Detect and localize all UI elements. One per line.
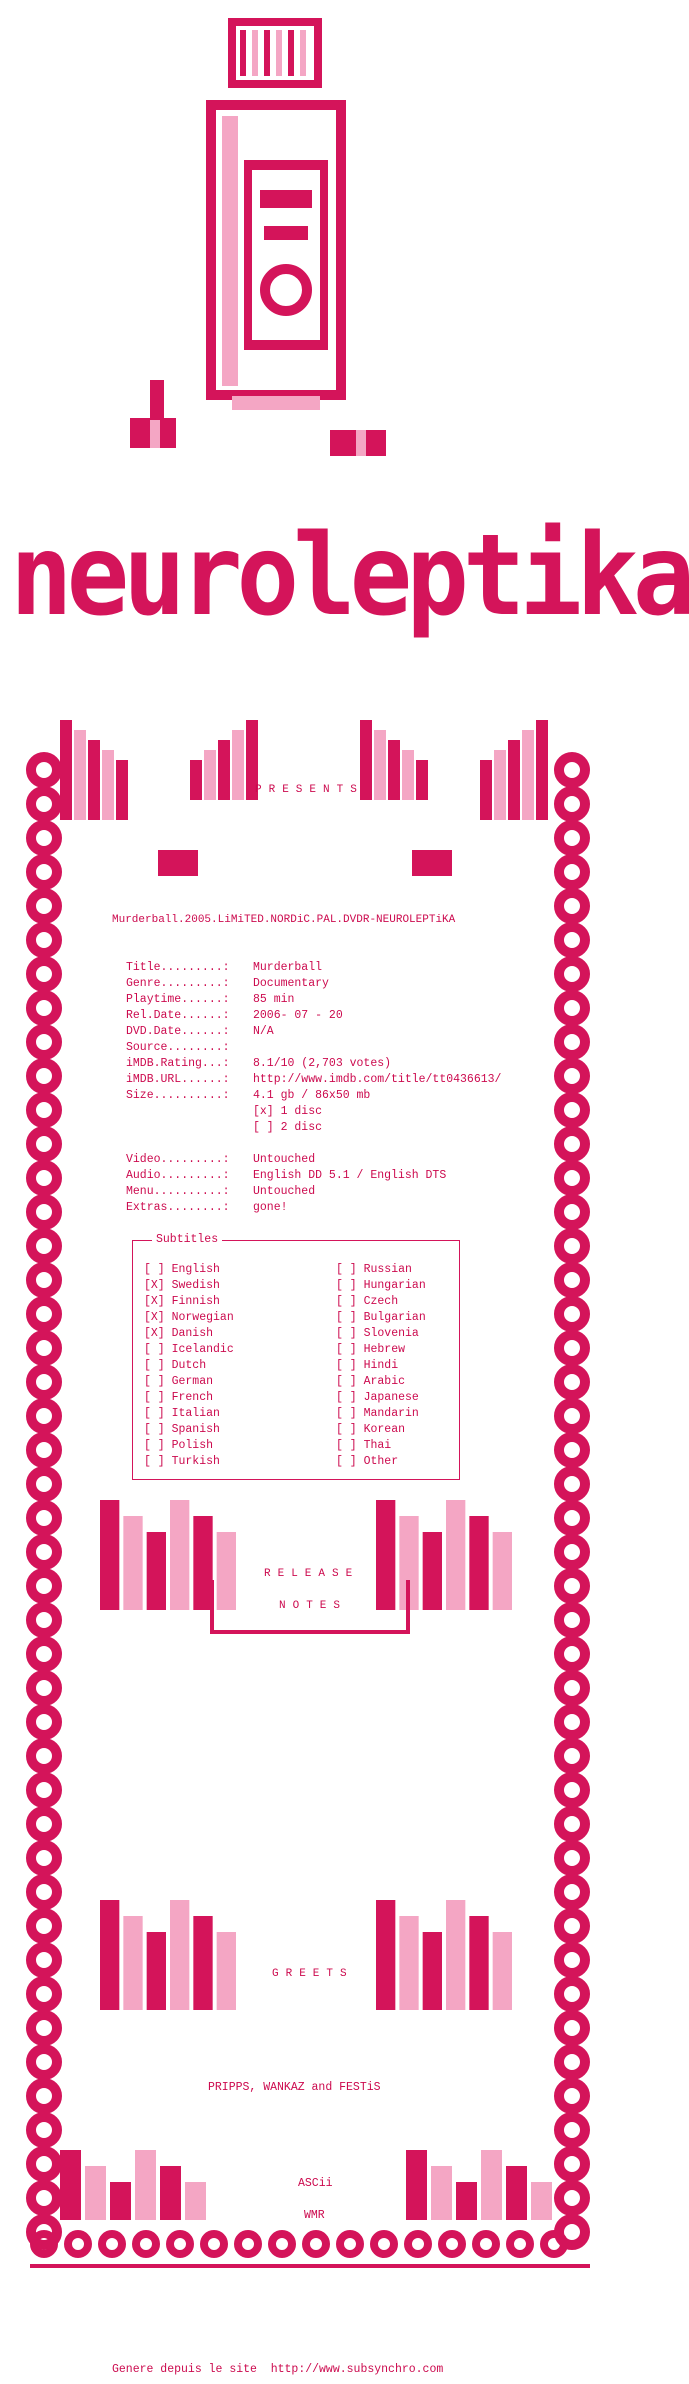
bottom-chain-ring	[476, 2234, 496, 2254]
info-key: iMDB.URL......:	[126, 1073, 230, 1086]
right-chain-ring	[559, 893, 585, 919]
subtitle-option: [ ] Bulgarian	[336, 1311, 426, 1324]
right-chain-ring	[559, 1947, 585, 1973]
info-key: Rel.Date......:	[126, 1009, 230, 1022]
m-ornament-bar	[481, 2150, 502, 2220]
info-row	[126, 1104, 501, 1120]
ornament-stroke	[388, 740, 400, 800]
release-notes-label-2: NOTES	[279, 1600, 348, 1612]
right-chain-ring	[559, 2015, 585, 2041]
greets-label: GREETS	[272, 1968, 354, 1980]
info-key: Source........:	[126, 1041, 230, 1054]
right-chain-ring	[559, 1539, 585, 1565]
left-chain-ring	[31, 1471, 57, 1497]
subtitle-option: [ ] Turkish	[144, 1455, 220, 1468]
release-name: Murderball.2005.LiMiTED.NORDiC.PAL.DVDR-NEUROLEPTiKA	[112, 914, 456, 926]
bottom-chain-ring	[442, 2234, 462, 2254]
left-chain-ring	[31, 2151, 57, 2177]
m-ornament-bar	[85, 2166, 106, 2220]
m-ornament-bar	[406, 2150, 427, 2220]
m-ornament-bar	[147, 1932, 166, 2010]
right-chain-ring	[559, 2049, 585, 2075]
info-key: Audio.........:	[126, 1169, 230, 1182]
pill	[412, 850, 452, 876]
info-value: [ ] 2 disc	[253, 1121, 323, 1134]
m-ornament-bar	[193, 1516, 212, 1610]
info-value: English DD 5.1 / English DTS	[253, 1169, 447, 1182]
left-chain-ring	[31, 1675, 57, 1701]
right-chain-ring	[559, 1029, 585, 1055]
right-chain-ring	[559, 1131, 585, 1157]
right-chain-ring	[559, 1913, 585, 1939]
ornament-stroke	[218, 740, 230, 800]
info-key: Title.........:	[126, 961, 230, 974]
info-row	[126, 1072, 501, 1088]
left-chain-ring	[31, 961, 57, 987]
right-chain-ring	[559, 1879, 585, 1905]
m-ornament-bar	[100, 1500, 119, 1610]
right-chain-ring	[559, 1301, 585, 1327]
subtitle-option: [ ] Other	[336, 1455, 399, 1468]
subtitle-option: [ ] Mandarin	[336, 1407, 419, 1420]
right-chain-ring	[559, 1403, 585, 1429]
right-chain-ring	[559, 1675, 585, 1701]
subtitle-option: [ ] Arabic	[336, 1375, 406, 1388]
m-ornament-bar	[147, 1532, 166, 1610]
left-chain-ring	[31, 859, 57, 885]
m-ornament-bar	[399, 1916, 418, 2010]
info-value: Untouched	[253, 1185, 316, 1198]
info-key: Extras........:	[126, 1201, 230, 1214]
left-chain-ring	[31, 2049, 57, 2075]
right-chain-ring	[559, 1981, 585, 2007]
subtitle-option: [ ] Spanish	[144, 1423, 220, 1436]
left-chain-ring	[31, 2185, 57, 2211]
bottom-chain-ring	[170, 2234, 190, 2254]
left-chain-ring	[31, 1267, 57, 1293]
info-value: 4.1 gb / 86x50 mb	[253, 1089, 371, 1102]
info-value: 8.1/10 (2,703 votes)	[253, 1057, 392, 1070]
pill-drip	[150, 380, 164, 420]
left-chain-ring	[31, 757, 57, 783]
info-row	[126, 976, 501, 992]
info-row	[126, 1184, 446, 1200]
left-chain-ring	[31, 1641, 57, 1667]
m-ornament-bar	[376, 1500, 395, 1610]
bottle-cap-stripe	[300, 30, 306, 76]
bottom-chain-ring	[68, 2234, 88, 2254]
bottom-chain-ring	[272, 2234, 292, 2254]
subtitle-option: [ ] Czech	[336, 1295, 399, 1308]
left-chain-ring	[31, 1403, 57, 1429]
bottom-chain-ring	[544, 2234, 564, 2254]
left-chain-ring	[31, 1097, 57, 1123]
right-chain-ring	[559, 825, 585, 851]
ornament-stroke	[190, 760, 202, 800]
right-chain-ring	[559, 1199, 585, 1225]
left-chain-ring	[31, 893, 57, 919]
left-chain-ring	[31, 1845, 57, 1871]
info-value: gone!	[253, 1201, 288, 1214]
right-chain-ring	[559, 2151, 585, 2177]
m-ornament-bar	[170, 1900, 189, 2010]
right-chain-ring	[559, 1743, 585, 1769]
frame-line	[210, 1630, 410, 1634]
info-block	[126, 960, 501, 1136]
subtitle-option: [X] Swedish	[144, 1279, 220, 1292]
left-chain-ring	[31, 1913, 57, 1939]
subtitle-option: [ ] Slovenia	[336, 1327, 419, 1340]
m-ornament-bar	[493, 1532, 512, 1610]
left-chain-ring	[31, 1335, 57, 1361]
left-chain-ring	[31, 1539, 57, 1565]
m-ornament-bar	[193, 1916, 212, 2010]
left-chain-ring	[31, 2015, 57, 2041]
ornament-stroke	[416, 760, 428, 800]
bottle-cap-stripe	[276, 30, 282, 76]
right-chain-ring	[559, 1641, 585, 1667]
m-ornament-bar	[123, 1516, 142, 1610]
label-eyes	[260, 190, 312, 208]
right-chain-ring	[559, 1437, 585, 1463]
ornament-stroke	[480, 760, 492, 820]
logo-text: neuroleptika	[10, 509, 689, 642]
left-chain-ring	[31, 1709, 57, 1735]
m-ornament-bar	[160, 2166, 181, 2220]
info-row	[126, 1040, 501, 1056]
right-chain-ring	[559, 1267, 585, 1293]
right-chain-ring	[559, 927, 585, 953]
right-chain-ring	[559, 995, 585, 1021]
info-row	[126, 1168, 446, 1184]
right-chain-ring	[559, 1335, 585, 1361]
right-chain-ring	[559, 2117, 585, 2143]
subtitle-option: [ ] Polish	[144, 1439, 214, 1452]
subtitle-option: [X] Danish	[144, 1327, 214, 1340]
info-row	[126, 1056, 501, 1072]
left-chain-ring	[31, 1029, 57, 1055]
m-ornament-bar	[531, 2182, 552, 2220]
info-key: Playtime......:	[126, 993, 230, 1006]
info-key: Video.........:	[126, 1153, 230, 1166]
right-chain-ring	[559, 859, 585, 885]
right-chain-ring	[559, 1369, 585, 1395]
right-chain-ring	[559, 1573, 585, 1599]
info-row	[126, 1024, 501, 1040]
info-key: iMDB.Rating...:	[126, 1057, 230, 1070]
m-ornament-bar	[423, 1532, 442, 1610]
label-mouth	[264, 226, 308, 240]
bottle-shine	[222, 116, 238, 386]
info-value: N/A	[253, 1025, 274, 1038]
m-ornament-bar	[217, 1532, 236, 1610]
left-chain-ring	[31, 1437, 57, 1463]
ornament-stroke	[88, 740, 100, 820]
m-ornament-bar	[217, 1932, 236, 2010]
ornament-stroke	[116, 760, 128, 820]
subtitle-option: [ ] Hungarian	[336, 1279, 426, 1292]
left-chain-ring	[31, 927, 57, 953]
info-key: DVD.Date......:	[126, 1025, 230, 1038]
right-chain-ring	[559, 961, 585, 987]
m-ornament-bar	[123, 1916, 142, 2010]
right-chain-ring	[559, 1777, 585, 1803]
left-chain-ring	[31, 1607, 57, 1633]
info-value: Untouched	[253, 1153, 316, 1166]
info-row	[126, 1008, 501, 1024]
left-chain-ring	[31, 825, 57, 851]
left-chain-ring	[31, 995, 57, 1021]
info-row	[126, 1152, 446, 1168]
info-row	[126, 1088, 501, 1104]
info-value: Murderball	[253, 961, 323, 974]
left-chain-ring	[31, 1947, 57, 1973]
m-ornament-bar	[469, 1516, 488, 1610]
bottom-chain-ring	[340, 2234, 360, 2254]
m-ornament-bar	[110, 2182, 131, 2220]
subtitle-option: [ ] Hebrew	[336, 1343, 406, 1356]
subtitle-option: [ ] Thai	[336, 1439, 392, 1452]
right-chain-ring	[559, 1607, 585, 1633]
footer-text: Genere depuis le site http://www.subsynchro.com	[112, 2363, 444, 2376]
m-ornament-bar	[469, 1916, 488, 2010]
left-chain-ring	[31, 1879, 57, 1905]
subtitle-option: [X] Norwegian	[144, 1311, 234, 1324]
info-row	[126, 960, 501, 976]
info-row	[126, 1200, 446, 1216]
subtitle-option: [ ] English	[144, 1263, 220, 1276]
ornament-stroke	[232, 730, 244, 800]
left-chain-ring	[31, 1777, 57, 1803]
subtitle-option: [ ] Hindi	[336, 1359, 399, 1372]
ornament-stroke	[204, 750, 216, 800]
m-ornament-bar	[506, 2166, 527, 2220]
subtitle-option: [ ] Russian	[336, 1263, 412, 1276]
right-chain-ring	[559, 757, 585, 783]
subtitles-right-list	[336, 1262, 426, 1470]
bottle-cap-stripe	[240, 30, 246, 76]
m-ornament-bar	[100, 1900, 119, 2010]
subtitles-left-list	[144, 1262, 234, 1470]
right-chain-ring	[559, 2083, 585, 2109]
bottom-line	[30, 2264, 590, 2268]
right-chain-ring	[559, 1505, 585, 1531]
m-ornament-bar	[135, 2150, 156, 2220]
left-chain-ring	[31, 1233, 57, 1259]
m-ornament-bar	[60, 2150, 81, 2220]
left-chain-ring	[31, 2083, 57, 2109]
ornament-stroke	[522, 730, 534, 820]
left-chain-ring	[31, 791, 57, 817]
info-value: http://www.imdb.com/title/tt0436613/	[253, 1073, 502, 1086]
release-notes-label-1: RELEASE	[264, 1568, 360, 1580]
greets-text: PRIPPS, WANKAZ and FESTiS	[208, 2081, 381, 2094]
m-ornament-bar	[170, 1500, 189, 1610]
right-chain-ring	[559, 1063, 585, 1089]
ornament-stroke	[374, 730, 386, 800]
left-chain-ring	[31, 1063, 57, 1089]
bottle-cap-stripe	[264, 30, 270, 76]
left-chain-ring	[31, 1743, 57, 1769]
ornament-stroke	[494, 750, 506, 820]
m-ornament-bar	[446, 1500, 465, 1610]
info-row	[126, 992, 501, 1008]
bottom-chain-ring	[374, 2234, 394, 2254]
info-value: 2006- 07 - 20	[253, 1009, 343, 1022]
subtitle-option: [X] Finnish	[144, 1295, 220, 1308]
bottle-bottom	[232, 396, 320, 410]
frame-line	[406, 1580, 410, 1634]
info-value: 85 min	[253, 993, 295, 1006]
bottom-chain-ring	[238, 2234, 258, 2254]
left-chain-ring	[31, 1131, 57, 1157]
left-chain-ring	[31, 1165, 57, 1191]
subtitle-option: [ ] French	[144, 1391, 214, 1404]
left-chain-ring	[31, 1369, 57, 1395]
m-ornament-bar	[431, 2166, 452, 2220]
right-chain-ring	[559, 1709, 585, 1735]
subtitle-option: [ ] Dutch	[144, 1359, 207, 1372]
left-chain-ring	[31, 1573, 57, 1599]
info-block-2	[126, 1152, 446, 1216]
bottom-chain-ring	[102, 2234, 122, 2254]
subtitle-option: [ ] Korean	[336, 1423, 406, 1436]
info-key: Menu..........:	[126, 1185, 230, 1198]
right-chain-ring	[559, 1165, 585, 1191]
m-ornament-bar	[493, 1932, 512, 2010]
pill	[158, 850, 198, 876]
left-chain-ring	[31, 1981, 57, 2007]
ascii-credit: ASCii	[298, 2177, 333, 2190]
pill-shine	[150, 418, 160, 448]
frame-line	[210, 1580, 214, 1634]
right-chain-ring	[559, 1233, 585, 1259]
bottle-cap-stripe	[288, 30, 294, 76]
info-value: [x] 1 disc	[253, 1105, 323, 1118]
bottom-chain-ring	[204, 2234, 224, 2254]
left-chain-ring	[31, 1301, 57, 1327]
ornament-stroke	[102, 750, 114, 820]
ornament-stroke	[508, 740, 520, 820]
subtitle-option: [ ] Italian	[144, 1407, 220, 1420]
left-chain-ring	[31, 2117, 57, 2143]
ornament-stroke	[536, 720, 548, 820]
info-row	[126, 1120, 501, 1136]
ornament-stroke	[402, 750, 414, 800]
left-chain-ring	[31, 1199, 57, 1225]
ornament-stroke	[74, 730, 86, 820]
subtitle-option: [ ] Icelandic	[144, 1343, 234, 1356]
m-ornament-bar	[423, 1932, 442, 2010]
bottom-chain-ring	[136, 2234, 156, 2254]
right-chain-ring	[559, 2185, 585, 2211]
right-chain-ring	[559, 791, 585, 817]
m-ornament-bar	[456, 2182, 477, 2220]
bottom-chain-ring	[306, 2234, 326, 2254]
pill-shine	[356, 430, 366, 456]
presents-label: PRESENTS	[255, 784, 364, 796]
left-chain-ring	[31, 1811, 57, 1837]
right-chain-ring	[559, 1471, 585, 1497]
subtitles-title: Subtitles	[152, 1232, 222, 1248]
right-chain-ring	[559, 1811, 585, 1837]
bottom-chain-ring	[510, 2234, 530, 2254]
info-value: Documentary	[253, 977, 329, 990]
right-chain-ring	[559, 1845, 585, 1871]
bottom-chain-ring	[408, 2234, 428, 2254]
m-ornament-bar	[185, 2182, 206, 2220]
subtitle-option: [ ] German	[144, 1375, 214, 1388]
bottle-cap-stripe	[252, 30, 258, 76]
m-ornament-bar	[446, 1900, 465, 2010]
info-key: Size..........:	[126, 1089, 230, 1102]
left-chain-ring	[31, 1505, 57, 1531]
right-chain-ring	[559, 1097, 585, 1123]
subtitle-option: [ ] Japanese	[336, 1391, 419, 1404]
artist-credit: WMR	[304, 2209, 325, 2222]
info-key: Genre.........:	[126, 977, 230, 990]
m-ornament-bar	[376, 1900, 395, 2010]
